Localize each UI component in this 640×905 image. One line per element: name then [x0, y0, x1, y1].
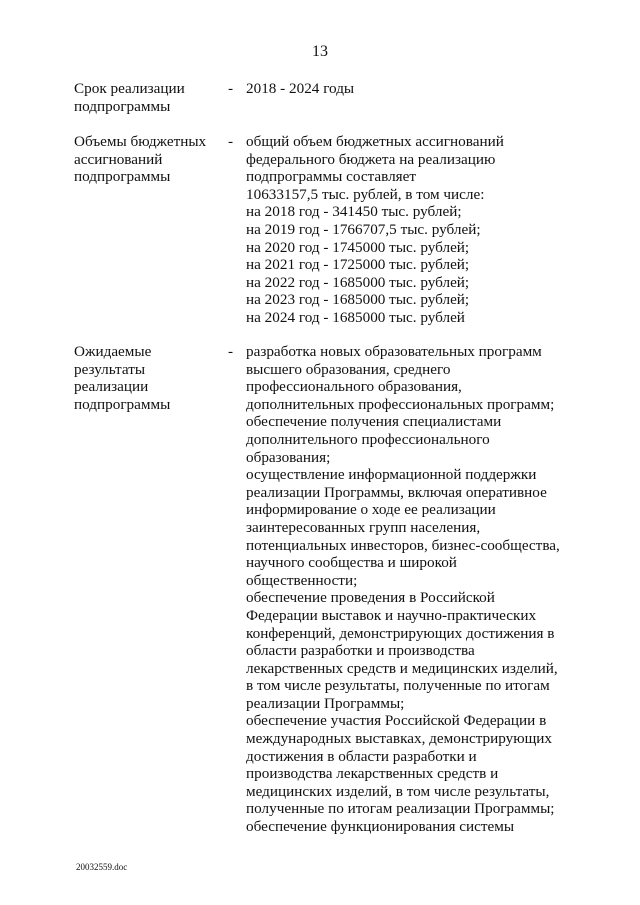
value-line: медицинских изделий, в том числе результаты, — [246, 782, 550, 800]
value-line: на 2023 год - 1685000 тыс. рублей; — [246, 291, 470, 309]
label-line: Объемы бюджетных — [74, 133, 207, 150]
label-line: Срок реализации — [74, 80, 185, 97]
value-line: реализации Программы, включая оперативное — [246, 483, 547, 501]
value-line: на 2021 год - 1725000 тыс. рублей; — [246, 256, 470, 274]
label-line: ассигнований — [74, 150, 163, 168]
value-line: на 2024 год - 1685000 тыс. рублей — [246, 308, 465, 326]
value-line: 10633157,5 тыс. рублей, в том числе: — [246, 185, 485, 203]
value-line: в том числе результаты, полученные по итогам — [246, 677, 550, 695]
value-line: на 2018 год - 341450 тыс. рублей; — [246, 203, 462, 221]
label-line: подпрограммы — [74, 395, 171, 413]
value-line: профессионального образования, — [246, 378, 462, 396]
implementation-period-label — [74, 80, 224, 115]
value-line: подпрограммы составляет — [246, 168, 417, 186]
dash-separator: - — [228, 133, 234, 150]
value-line: научного сообщества и широкой — [246, 554, 457, 572]
value-line: производства лекарственных средств и — [246, 765, 499, 783]
value-line: информирование о ходе ее реализации — [246, 501, 496, 519]
value-line: 2018 - 2024 годы — [246, 80, 355, 97]
value-line: потенциальных инвесторов, бизнес-сообщества, — [246, 536, 560, 554]
value-line: общественности; — [246, 571, 358, 589]
page-number: 13 — [312, 43, 328, 60]
value-line: лекарственных средств и медицинских изделий, — [246, 659, 558, 677]
value-line: образования; — [246, 448, 331, 466]
implementation-period-value — [246, 80, 576, 98]
value-line: высшего образования, среднего — [246, 360, 451, 378]
dash-separator: - — [228, 343, 234, 360]
value-line: достижения в области разработки и — [246, 747, 477, 765]
value-line: заинтересованных групп населения, — [246, 518, 481, 536]
value-line: дополнительного профессионального — [246, 430, 490, 448]
value-line: на 2020 год - 1745000 тыс. рублей; — [246, 238, 470, 256]
budget-volumes-label — [74, 133, 224, 186]
dash-separator: - — [228, 80, 234, 97]
value-line: осуществление информационной поддержки — [246, 466, 537, 484]
expected-results-value — [246, 343, 576, 836]
value-line: реализации Программы; — [246, 694, 405, 712]
value-line: федерального бюджета на реализацию — [246, 150, 496, 168]
value-line: обеспечение получения специалистами — [246, 413, 502, 431]
value-line: общий объем бюджетных ассигнований — [246, 133, 504, 150]
value-line: области разработки и производства — [246, 642, 475, 660]
label-line: подпрограммы — [74, 168, 171, 186]
value-line: обеспечение проведения в Российской — [246, 589, 495, 607]
label-line: Ожидаемые — [74, 343, 152, 360]
value-line: на 2022 год - 1685000 тыс. рублей; — [246, 273, 470, 291]
budget-volumes-value — [246, 133, 576, 327]
value-line: на 2019 год - 1766707,5 тыс. рублей; — [246, 220, 481, 238]
value-line: полученные по итогам реализации Программы; — [246, 800, 555, 818]
value-line: обеспечение функционирования системы — [246, 818, 515, 836]
label-line: результаты — [74, 360, 146, 378]
value-line: обеспечение участия Российской Федерации в — [246, 712, 547, 730]
value-line: международных выставках, демонстрирующих — [246, 730, 552, 748]
label-line: подпрограммы — [74, 97, 171, 115]
value-line: конференций, демонстрирующих достижения в — [246, 624, 555, 642]
value-line: разработка новых образовательных программ — [246, 343, 542, 360]
expected-results-label — [74, 343, 224, 413]
footer-filename: 20032559.doc — [76, 862, 128, 872]
value-line: дополнительных профессиональных программ; — [246, 395, 555, 413]
value-line: Федерации выставок и научно-практических — [246, 606, 537, 624]
label-line: реализации — [74, 378, 149, 396]
